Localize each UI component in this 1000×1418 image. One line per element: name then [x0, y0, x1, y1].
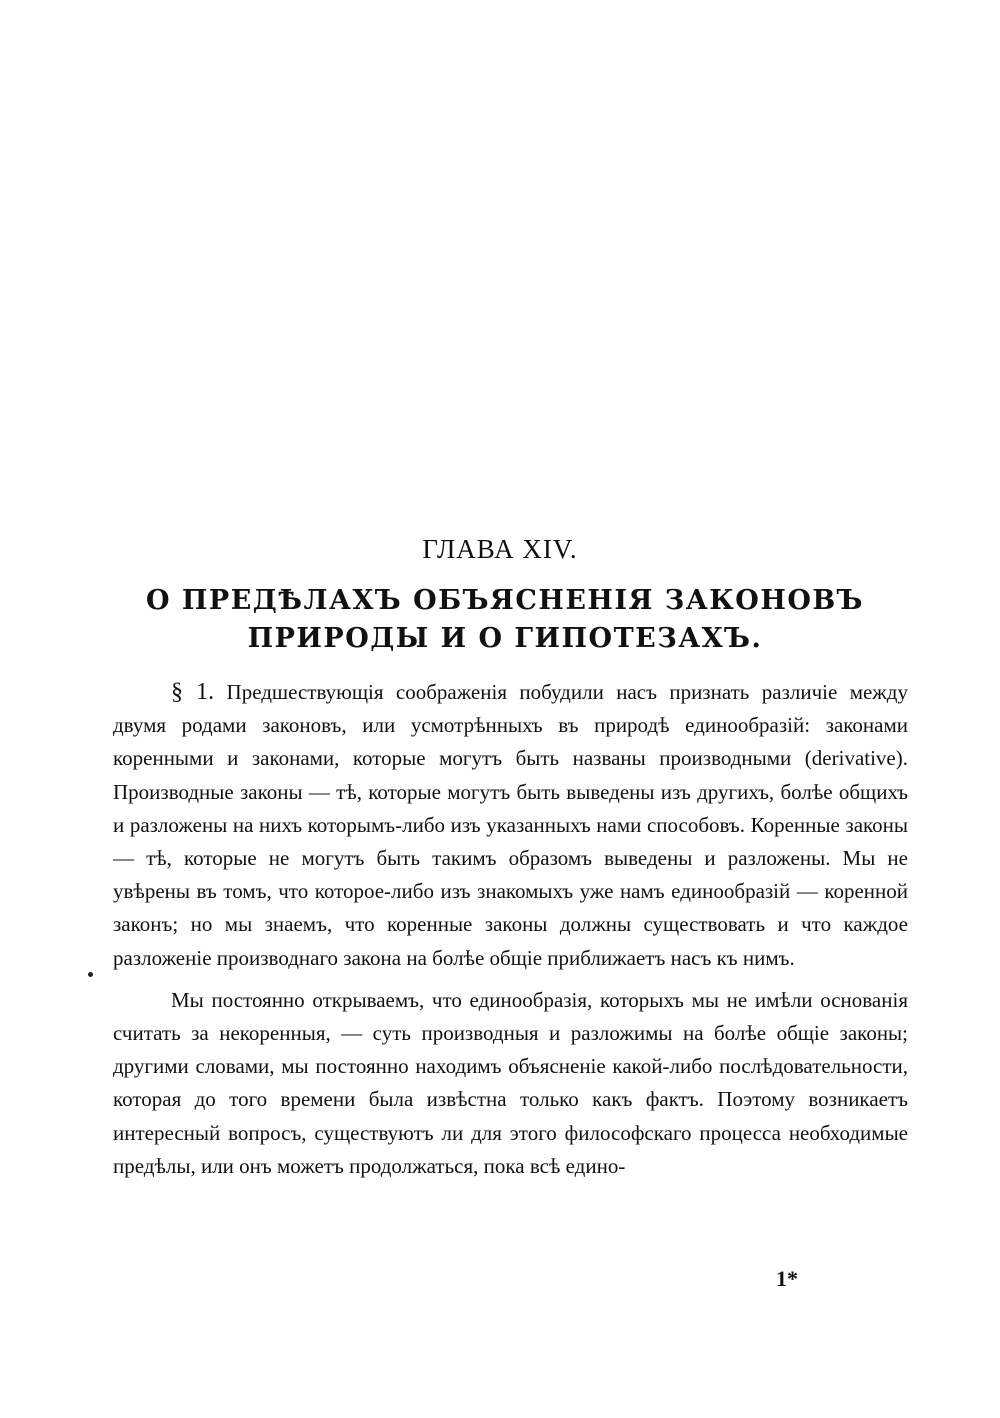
section-number: § 1. — [171, 679, 215, 705]
chapter-number: ГЛАВА XIV. — [422, 534, 578, 564]
paragraph-text: Мы постоянно открываемъ, что единообразія, которыхъ мы не имѣли основанія считать за некоренныя, — суть производныя и разложимы на болѣе общіе законы; другими словами, мы постоянно находимъ объясненіе какой-либо послѣдовательности, которая до того времени была извѣстна только какъ фактъ. Поэтому возникаетъ интересный вопросъ, существуютъ ли для этого философскаго процесса необходимые предѣлы, или онъ можетъ продолжаться, пока всѣ едино- — [113, 987, 908, 1178]
body-text — [113, 676, 908, 1183]
chapter-title — [100, 582, 910, 658]
paragraph-section-1 — [113, 676, 908, 975]
margin-dot — [88, 972, 93, 977]
chapter-title-line-1: О ПРЕДѢЛАХЪ ОБЪЯСНЕНІЯ ЗАКОНОВЪ — [146, 585, 864, 616]
paragraph-2 — [113, 984, 908, 1183]
chapter-title-line-2: ПРИРОДЫ И О ГИПОТЕЗАХЪ. — [247, 623, 763, 654]
signature-mark: 1* — [776, 1266, 798, 1291]
paragraph-text: Предшествующія соображенія побудили насъ признать различіе между двумя родами законовъ, или усмотрѣнныхъ въ природѣ единообразій: законами коренными и законами, которые могутъ быть названы производными (derivative). Производные законы — тѣ, которые могутъ быть выведены изъ другихъ, болѣе общихъ и разложены на нихъ которымъ-либо изъ указанныхъ нами способовъ. Коренные законы — тѣ, которые не могутъ быть такимъ образомъ выведены и разложены. Мы не увѣрены въ томъ, что которое-либо изъ знакомыхъ уже намъ единообразій — коренной законъ; но мы знаемъ, что коренные законы должны существовать и что каждое разложеніе производнаго закона на болѣе общіе приближаетъ насъ къ нимъ. — [113, 680, 908, 970]
